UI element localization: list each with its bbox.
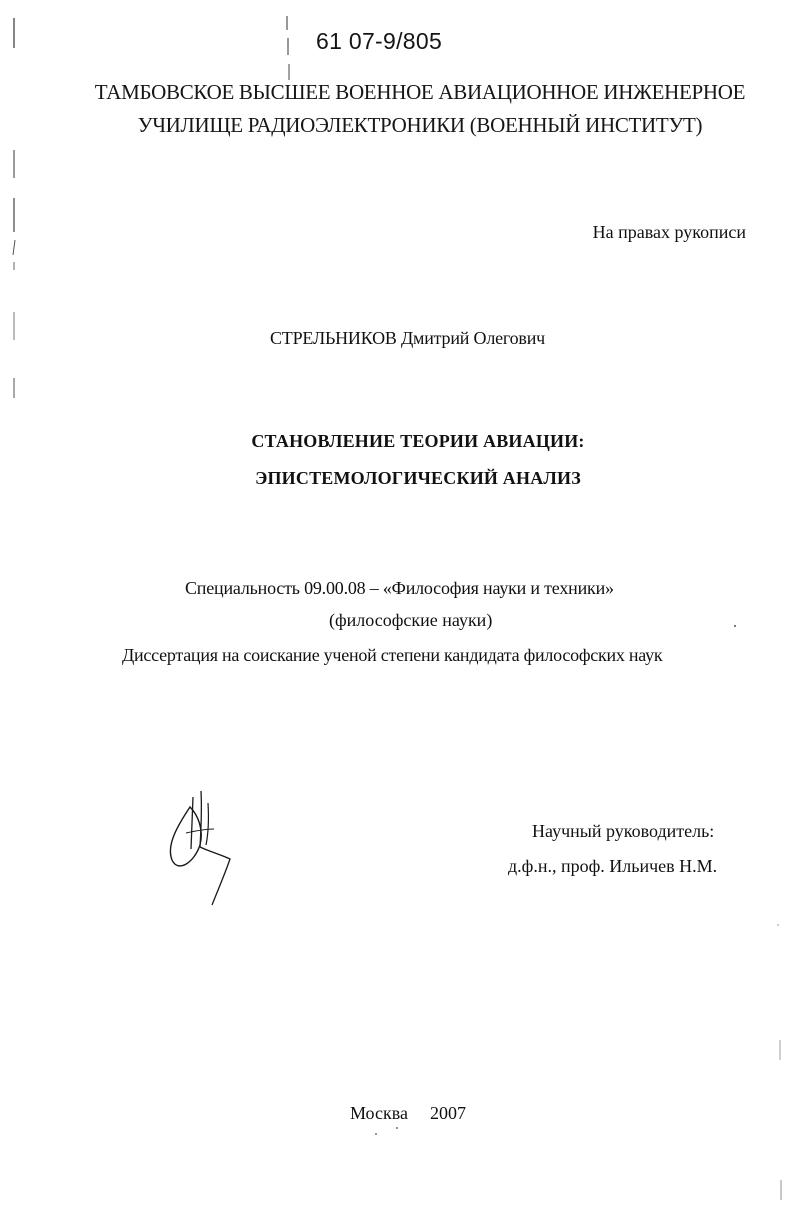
- specialty-line: Специальность 09.00.08 – «Философия науки и техники»: [185, 578, 614, 598]
- degree-statement: Диссертация на соискание ученой степени кандидата философских наук: [122, 645, 663, 665]
- supervisor-name: д.ф.н., проф. Ильичев Н.М.: [508, 856, 718, 876]
- dissertation-title-line-1: СТАНОВЛЕНИЕ ТЕОРИИ АВИАЦИИ:: [251, 431, 585, 451]
- science-field: (философские науки): [329, 610, 493, 630]
- institution-name-line-1: ТАМБОВСКОЕ ВЫСШЕЕ ВОЕННОЕ АВИАЦИОННОЕ ИНЖЕНЕРНОЕ: [94, 80, 746, 104]
- supervisor-label: Научный руководитель:: [532, 821, 715, 841]
- catalog-number: 61 07-9/805: [316, 28, 443, 54]
- handwritten-signature: [160, 785, 250, 915]
- dissertation-title-line-2: ЭПИСТЕМОЛОГИЧЕСКИЙ АНАЛИЗ: [255, 468, 581, 488]
- institution-name-line-2: УЧИЛИЩЕ РАДИОЭЛЕКТРОНИКИ (ВОЕННЫЙ ИНСТИТУТ): [137, 113, 703, 137]
- year: 2007: [430, 1103, 466, 1123]
- manuscript-rights-note: На правах рукописи: [592, 222, 746, 242]
- city: Москва: [350, 1103, 408, 1123]
- author-name: СТРЕЛЬНИКОВ Дмитрий Олегович: [270, 328, 546, 348]
